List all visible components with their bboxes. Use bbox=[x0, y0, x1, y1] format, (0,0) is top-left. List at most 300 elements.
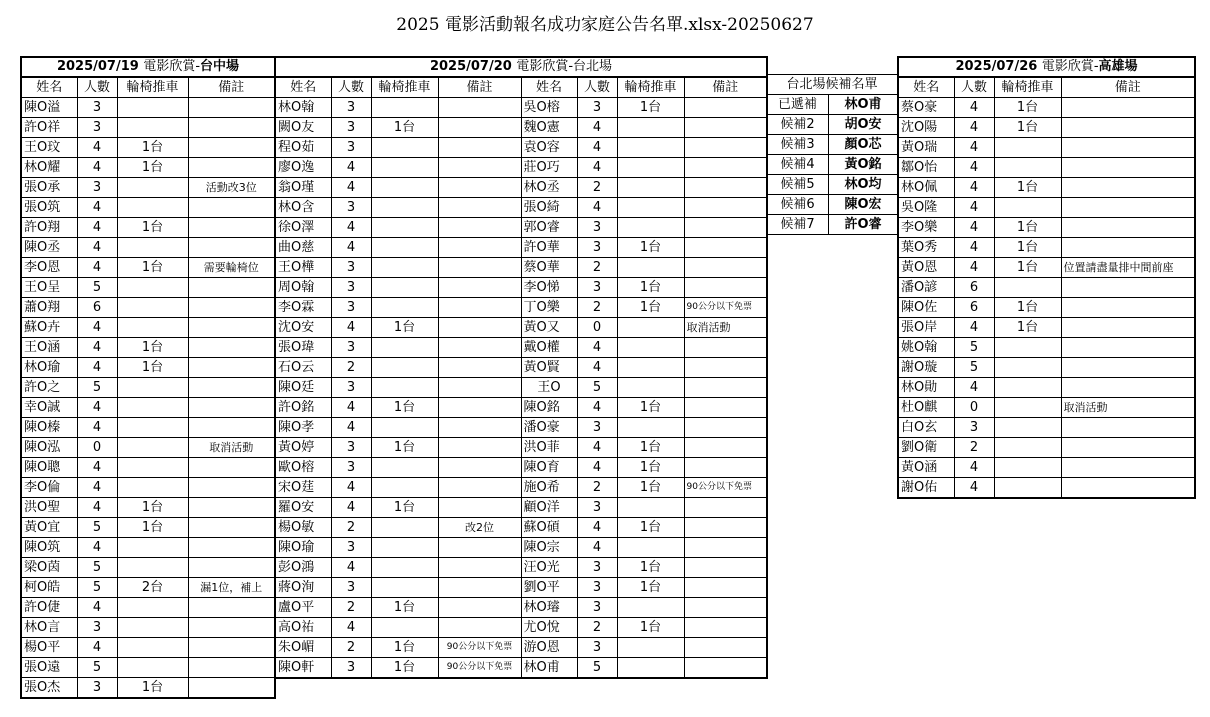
name-cell: 許O華 bbox=[521, 238, 577, 258]
wheelchair-cell: 1台 bbox=[617, 518, 684, 538]
count-cell: 3 bbox=[331, 98, 371, 118]
table-row bbox=[21, 158, 275, 178]
count-cell: 3 bbox=[331, 138, 371, 158]
note-cell bbox=[438, 218, 521, 238]
note-cell bbox=[188, 158, 275, 178]
waitlist-spacer bbox=[767, 56, 898, 75]
note-cell bbox=[684, 598, 767, 618]
note-cell bbox=[438, 338, 521, 358]
wheelchair-cell: 1台 bbox=[994, 258, 1061, 278]
table-row bbox=[275, 218, 767, 238]
count-cell: 4 bbox=[331, 618, 371, 638]
note-cell bbox=[1061, 438, 1195, 458]
name-cell: 朱O嵋 bbox=[275, 638, 331, 658]
note-cell bbox=[438, 98, 521, 118]
count-cell: 3 bbox=[331, 538, 371, 558]
count-cell: 5 bbox=[577, 658, 617, 679]
wheelchair-cell bbox=[117, 638, 188, 658]
name-cell: 林O含 bbox=[275, 198, 331, 218]
note-cell bbox=[684, 418, 767, 438]
name-cell: 莊O巧 bbox=[521, 158, 577, 178]
table-row bbox=[898, 238, 1195, 258]
col-header-note: 備註 bbox=[1061, 77, 1195, 98]
count-cell: 4 bbox=[331, 318, 371, 338]
count-cell: 2 bbox=[954, 438, 994, 458]
note-cell bbox=[684, 378, 767, 398]
count-cell: 5 bbox=[577, 378, 617, 398]
wheelchair-cell bbox=[617, 598, 684, 618]
note-cell bbox=[1061, 418, 1195, 438]
name-cell: 李O樂 bbox=[898, 218, 954, 238]
wheelchair-cell bbox=[371, 478, 438, 498]
waitlist-name-cell: 陳O宏 bbox=[829, 195, 898, 215]
count-cell: 4 bbox=[77, 338, 117, 358]
table-row bbox=[21, 318, 275, 338]
note-cell bbox=[438, 578, 521, 598]
name-cell: 周O翰 bbox=[275, 278, 331, 298]
note-cell: 改2位 bbox=[438, 518, 521, 538]
table-row bbox=[275, 298, 767, 318]
note-cell bbox=[684, 98, 767, 118]
wheelchair-cell bbox=[371, 98, 438, 118]
name-cell: 歐O榕 bbox=[275, 458, 331, 478]
wheelchair-cell bbox=[617, 338, 684, 358]
kaohsiung-table bbox=[897, 56, 1196, 499]
note-cell: 需要輪椅位 bbox=[188, 258, 275, 278]
waitlist-status-cell: 候補3 bbox=[767, 135, 829, 155]
col-header-name: 姓名 bbox=[521, 77, 577, 98]
count-cell: 4 bbox=[77, 598, 117, 618]
table-row bbox=[898, 378, 1195, 398]
wheelchair-cell bbox=[371, 278, 438, 298]
waitlist-status-cell: 候補5 bbox=[767, 175, 829, 195]
note-cell bbox=[438, 458, 521, 478]
count-cell: 6 bbox=[954, 278, 994, 298]
table-row bbox=[275, 178, 767, 198]
count-cell: 3 bbox=[77, 178, 117, 198]
wheelchair-cell: 1台 bbox=[371, 638, 438, 658]
name-cell: 陳O宗 bbox=[521, 538, 577, 558]
count-cell: 4 bbox=[77, 538, 117, 558]
wheelchair-cell: 1台 bbox=[371, 658, 438, 679]
table-row bbox=[21, 658, 275, 678]
note-cell bbox=[438, 138, 521, 158]
note-cell bbox=[188, 238, 275, 258]
note-cell bbox=[684, 158, 767, 178]
count-cell: 5 bbox=[77, 578, 117, 598]
note-cell bbox=[1061, 158, 1195, 178]
wheelchair-cell bbox=[617, 498, 684, 518]
note-cell bbox=[188, 598, 275, 618]
table-row bbox=[21, 358, 275, 378]
wheelchair-cell bbox=[371, 258, 438, 278]
table-row bbox=[275, 338, 767, 358]
count-cell: 3 bbox=[577, 638, 617, 658]
count-cell: 3 bbox=[577, 218, 617, 238]
count-cell: 4 bbox=[954, 218, 994, 238]
table-row bbox=[21, 678, 275, 699]
wheelchair-cell: 1台 bbox=[117, 338, 188, 358]
wheelchair-cell bbox=[994, 158, 1061, 178]
taichung-venue-header bbox=[21, 57, 275, 77]
name-cell: 顧O洋 bbox=[521, 498, 577, 518]
count-cell: 0 bbox=[954, 398, 994, 418]
document-title: 2025 電影活動報名成功家庭公告名單.xlsx-20250627 bbox=[396, 15, 814, 35]
name-cell: 柯O皓 bbox=[21, 578, 77, 598]
waitlist-name-cell: 許O睿 bbox=[829, 215, 898, 235]
table-row bbox=[21, 618, 275, 638]
wheelchair-cell bbox=[371, 158, 438, 178]
count-cell: 4 bbox=[954, 238, 994, 258]
name-cell: 蘇O碩 bbox=[521, 518, 577, 538]
wheelchair-cell bbox=[117, 298, 188, 318]
count-cell: 2 bbox=[577, 258, 617, 278]
count-cell: 3 bbox=[577, 498, 617, 518]
note-cell bbox=[684, 198, 767, 218]
table-row bbox=[767, 215, 898, 235]
name-cell: 彭O鴻 bbox=[275, 558, 331, 578]
name-cell: 王O玟 bbox=[21, 138, 77, 158]
wheelchair-cell bbox=[994, 278, 1061, 298]
name-cell: 王O呈 bbox=[21, 278, 77, 298]
name-cell: 陳O銘 bbox=[521, 398, 577, 418]
table-row bbox=[275, 478, 767, 498]
name-cell: 陳O榛 bbox=[21, 418, 77, 438]
note-cell bbox=[188, 518, 275, 538]
note-cell bbox=[684, 638, 767, 658]
table-row bbox=[21, 238, 275, 258]
venue-date: 2025/07/19 bbox=[56, 59, 139, 74]
note-cell: 活動改3位 bbox=[188, 178, 275, 198]
wheelchair-cell bbox=[994, 358, 1061, 378]
note-cell bbox=[438, 298, 521, 318]
wheelchair-cell: 1台 bbox=[371, 118, 438, 138]
name-cell: 許O之 bbox=[21, 378, 77, 398]
count-cell: 2 bbox=[331, 358, 371, 378]
waitlist-status-cell: 候補6 bbox=[767, 195, 829, 215]
table-row bbox=[21, 558, 275, 578]
count-cell: 4 bbox=[577, 398, 617, 418]
name-cell: 張O承 bbox=[21, 178, 77, 198]
count-cell: 4 bbox=[77, 138, 117, 158]
count-cell: 4 bbox=[954, 318, 994, 338]
venue-place: 高雄場 bbox=[1098, 59, 1138, 74]
note-cell bbox=[1061, 218, 1195, 238]
name-cell: 林O言 bbox=[21, 618, 77, 638]
table-row bbox=[898, 218, 1195, 238]
count-cell: 4 bbox=[577, 518, 617, 538]
wheelchair-cell: 1台 bbox=[994, 118, 1061, 138]
count-cell: 4 bbox=[331, 418, 371, 438]
table-row bbox=[898, 98, 1195, 118]
name-cell: 林O佩 bbox=[898, 178, 954, 198]
note-cell bbox=[188, 358, 275, 378]
table-row bbox=[275, 638, 767, 658]
table-row bbox=[275, 558, 767, 578]
name-cell: 楊O敏 bbox=[275, 518, 331, 538]
name-cell: 蘇O卉 bbox=[21, 318, 77, 338]
name-cell: 杜O麒 bbox=[898, 398, 954, 418]
wheelchair-cell: 1台 bbox=[371, 398, 438, 418]
count-cell: 2 bbox=[331, 518, 371, 538]
wheelchair-cell: 1台 bbox=[994, 298, 1061, 318]
count-cell: 3 bbox=[331, 278, 371, 298]
count-cell: 4 bbox=[77, 358, 117, 378]
name-cell: 洪O聖 bbox=[21, 498, 77, 518]
wheelchair-cell: 1台 bbox=[117, 218, 188, 238]
table-row bbox=[275, 358, 767, 378]
count-cell: 4 bbox=[954, 458, 994, 478]
wheelchair-cell bbox=[371, 618, 438, 638]
note-cell bbox=[438, 238, 521, 258]
wheelchair-cell: 1台 bbox=[994, 318, 1061, 338]
note-cell bbox=[684, 558, 767, 578]
name-cell: 李O恩 bbox=[21, 258, 77, 278]
count-cell: 4 bbox=[77, 158, 117, 178]
name-cell: 陳O瑜 bbox=[275, 538, 331, 558]
table-row bbox=[767, 115, 898, 135]
table-row bbox=[21, 638, 275, 658]
note-cell bbox=[188, 558, 275, 578]
name-cell: 蔣O洵 bbox=[275, 578, 331, 598]
taichung-table bbox=[20, 56, 276, 699]
table-row bbox=[21, 518, 275, 538]
note-cell bbox=[1061, 378, 1195, 398]
table-row bbox=[275, 278, 767, 298]
note-cell bbox=[188, 458, 275, 478]
table-row bbox=[898, 298, 1195, 318]
wheelchair-cell: 2台 bbox=[117, 578, 188, 598]
note-cell bbox=[438, 158, 521, 178]
name-cell: 許O翔 bbox=[21, 218, 77, 238]
name-cell: 郭O睿 bbox=[521, 218, 577, 238]
name-cell: 李O倫 bbox=[21, 478, 77, 498]
wheelchair-cell: 1台 bbox=[371, 498, 438, 518]
count-cell: 5 bbox=[77, 558, 117, 578]
note-cell: 90公分以下免票 bbox=[684, 298, 767, 318]
venue-event: 電影欣賞- bbox=[143, 59, 201, 74]
count-cell: 4 bbox=[77, 218, 117, 238]
count-cell: 3 bbox=[331, 378, 371, 398]
name-cell: 林O勛 bbox=[898, 378, 954, 398]
name-cell: 姚O翰 bbox=[898, 338, 954, 358]
table-row bbox=[275, 398, 767, 418]
count-cell: 4 bbox=[331, 558, 371, 578]
wheelchair-cell: 1台 bbox=[371, 438, 438, 458]
wheelchair-cell bbox=[617, 658, 684, 679]
note-cell bbox=[188, 398, 275, 418]
wheelchair-cell: 1台 bbox=[617, 278, 684, 298]
note-cell bbox=[188, 318, 275, 338]
note-cell bbox=[1061, 278, 1195, 298]
wheelchair-cell: 1台 bbox=[617, 238, 684, 258]
wheelchair-cell bbox=[117, 418, 188, 438]
note-cell bbox=[438, 118, 521, 138]
name-cell: 陳O佐 bbox=[898, 298, 954, 318]
wheelchair-cell: 1台 bbox=[371, 318, 438, 338]
table-row bbox=[21, 178, 275, 198]
col-header-note: 備註 bbox=[188, 77, 275, 98]
col-header-name: 姓名 bbox=[275, 77, 331, 98]
wheelchair-cell bbox=[371, 358, 438, 378]
name-cell: 黃O恩 bbox=[898, 258, 954, 278]
note-cell bbox=[188, 298, 275, 318]
wheelchair-cell bbox=[617, 258, 684, 278]
note-cell bbox=[1061, 338, 1195, 358]
table-row bbox=[21, 298, 275, 318]
count-cell: 4 bbox=[954, 98, 994, 118]
count-cell: 3 bbox=[954, 418, 994, 438]
name-cell: 林O璿 bbox=[521, 598, 577, 618]
note-cell: 90公分以下免票 bbox=[438, 638, 521, 658]
waitlist-name-cell: 林O甫 bbox=[829, 95, 898, 115]
wheelchair-cell: 1台 bbox=[617, 558, 684, 578]
table-row bbox=[275, 598, 767, 618]
wheelchair-cell bbox=[617, 138, 684, 158]
name-cell: 潘O豪 bbox=[521, 418, 577, 438]
note-cell bbox=[438, 398, 521, 418]
count-cell: 4 bbox=[77, 458, 117, 478]
waitlist-title: 台北場候補名單 bbox=[767, 75, 898, 95]
wheelchair-cell bbox=[617, 378, 684, 398]
count-cell: 4 bbox=[331, 498, 371, 518]
count-cell: 2 bbox=[577, 178, 617, 198]
note-cell bbox=[684, 278, 767, 298]
name-cell: 高O祐 bbox=[275, 618, 331, 638]
table-row bbox=[898, 398, 1195, 418]
table-row bbox=[21, 98, 275, 118]
col-header-note: 備註 bbox=[684, 77, 767, 98]
note-cell bbox=[684, 498, 767, 518]
wheelchair-cell bbox=[117, 538, 188, 558]
count-cell: 2 bbox=[331, 598, 371, 618]
note-cell bbox=[1061, 478, 1195, 499]
note-cell bbox=[684, 338, 767, 358]
name-cell: 黃O涵 bbox=[898, 458, 954, 478]
wheelchair-cell bbox=[994, 138, 1061, 158]
note-cell bbox=[438, 498, 521, 518]
name-cell: 洪O菲 bbox=[521, 438, 577, 458]
wheelchair-cell: 1台 bbox=[617, 578, 684, 598]
name-cell: 劉O平 bbox=[521, 578, 577, 598]
venue-event: 電影欣賞- bbox=[516, 59, 574, 74]
count-cell: 4 bbox=[954, 178, 994, 198]
note-cell bbox=[684, 218, 767, 238]
note-cell bbox=[684, 138, 767, 158]
name-cell: 蔡O華 bbox=[521, 258, 577, 278]
table-row bbox=[275, 498, 767, 518]
note-cell bbox=[188, 378, 275, 398]
col-header-count: 人數 bbox=[77, 77, 117, 98]
table-row bbox=[275, 318, 767, 338]
note-cell bbox=[438, 538, 521, 558]
table-row bbox=[21, 378, 275, 398]
table-row bbox=[275, 658, 767, 679]
table-row bbox=[21, 338, 275, 358]
count-cell: 4 bbox=[331, 158, 371, 178]
count-cell: 3 bbox=[577, 418, 617, 438]
col-header-count: 人數 bbox=[331, 77, 371, 98]
wheelchair-cell bbox=[371, 458, 438, 478]
table-row bbox=[21, 418, 275, 438]
count-cell: 4 bbox=[577, 438, 617, 458]
count-cell: 4 bbox=[77, 318, 117, 338]
name-cell: 吳O榕 bbox=[521, 98, 577, 118]
name-cell: 游O恩 bbox=[521, 638, 577, 658]
note-cell bbox=[1061, 118, 1195, 138]
wheelchair-cell bbox=[371, 198, 438, 218]
wheelchair-cell: 1台 bbox=[617, 398, 684, 418]
wheelchair-cell bbox=[994, 198, 1061, 218]
waitlist-name-cell: 胡O安 bbox=[829, 115, 898, 135]
table-row bbox=[275, 158, 767, 178]
name-cell: 林O瑜 bbox=[21, 358, 77, 378]
count-cell: 4 bbox=[577, 538, 617, 558]
table-row bbox=[21, 538, 275, 558]
wheelchair-cell bbox=[117, 118, 188, 138]
note-cell bbox=[1061, 358, 1195, 378]
name-cell: 謝O佑 bbox=[898, 478, 954, 499]
waitlist-status-cell: 候補7 bbox=[767, 215, 829, 235]
wheelchair-cell bbox=[994, 398, 1061, 418]
count-cell: 0 bbox=[577, 318, 617, 338]
col-header-name: 姓名 bbox=[898, 77, 954, 98]
count-cell: 4 bbox=[954, 478, 994, 499]
wheelchair-cell bbox=[994, 418, 1061, 438]
table-row bbox=[275, 538, 767, 558]
note-cell: 90公分以下免票 bbox=[684, 478, 767, 498]
count-cell: 4 bbox=[954, 258, 994, 278]
col-header-wheelchair: 輪椅推車 bbox=[371, 77, 438, 98]
count-cell: 4 bbox=[954, 158, 994, 178]
count-cell: 3 bbox=[331, 578, 371, 598]
table-row bbox=[21, 258, 275, 278]
note-cell bbox=[684, 438, 767, 458]
name-cell: 蕭O翔 bbox=[21, 298, 77, 318]
count-cell: 4 bbox=[77, 418, 117, 438]
count-cell: 3 bbox=[77, 678, 117, 699]
wheelchair-cell bbox=[617, 158, 684, 178]
count-cell: 4 bbox=[77, 398, 117, 418]
name-cell: 袁O容 bbox=[521, 138, 577, 158]
count-cell: 3 bbox=[331, 258, 371, 278]
note-cell: 取消活動 bbox=[188, 438, 275, 458]
col-header-wheelchair: 輪椅推車 bbox=[117, 77, 188, 98]
table-row bbox=[275, 618, 767, 638]
name-cell: 蔡O豪 bbox=[898, 98, 954, 118]
note-cell bbox=[684, 398, 767, 418]
table-row bbox=[275, 258, 767, 278]
table-row bbox=[21, 218, 275, 238]
note-cell bbox=[684, 238, 767, 258]
name-cell: 林O翰 bbox=[275, 98, 331, 118]
name-cell: 林O耀 bbox=[21, 158, 77, 178]
note-cell bbox=[438, 198, 521, 218]
note-cell bbox=[188, 638, 275, 658]
wheelchair-cell bbox=[371, 518, 438, 538]
note-cell bbox=[188, 418, 275, 438]
count-cell: 5 bbox=[77, 518, 117, 538]
name-cell: 許O倢 bbox=[21, 598, 77, 618]
wheelchair-cell bbox=[117, 458, 188, 478]
wheelchair-cell: 1台 bbox=[617, 438, 684, 458]
note-cell bbox=[438, 318, 521, 338]
table-row bbox=[898, 278, 1195, 298]
note-cell bbox=[438, 558, 521, 578]
table-row bbox=[898, 118, 1195, 138]
note-cell: 取消活動 bbox=[684, 318, 767, 338]
name-cell: 張O岸 bbox=[898, 318, 954, 338]
